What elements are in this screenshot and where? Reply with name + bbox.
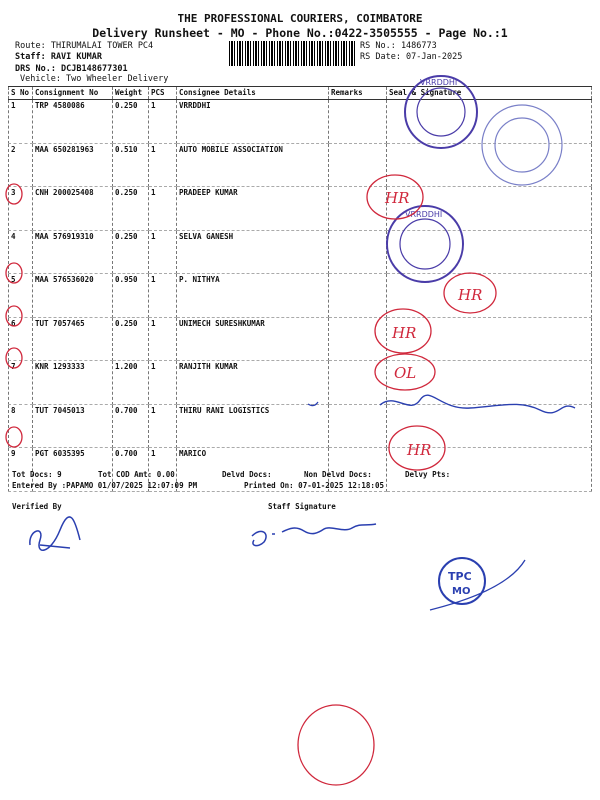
cell-weight: 0.950	[113, 274, 149, 318]
cell-pcs: 1	[149, 317, 177, 361]
cell-consignment: CNH 200025408	[33, 187, 113, 231]
col-remarks: Remarks	[329, 87, 387, 100]
col-sno: S No	[9, 87, 33, 100]
cell-weight: 0.250	[113, 230, 149, 274]
cell-pcs: 1	[149, 448, 177, 492]
hr-mark: HR	[407, 441, 432, 459]
staff-signature	[252, 524, 376, 546]
col-pcs: PCS	[149, 87, 177, 100]
total-cod: Tot COD Amt: 0.00	[98, 470, 175, 479]
printed-on: Printed On: 07-01-2025 12:18:05	[244, 481, 384, 490]
hr-marks	[298, 175, 496, 785]
cell-consignee: THIRU RANI LOGISTICS	[177, 404, 329, 448]
cell-sno: 9	[9, 448, 33, 492]
cell-sno: 8	[9, 404, 33, 448]
col-consignee: Consignee Details	[177, 87, 329, 100]
cell-weight: 0.250	[113, 187, 149, 231]
cell-sno: 2	[9, 143, 33, 187]
col-consignment: Consignment No	[33, 87, 113, 100]
cell-weight: 0.700	[113, 404, 149, 448]
hr-mark: HR	[458, 286, 483, 304]
cell-sno: 4	[9, 230, 33, 274]
cell-pcs: 1	[149, 187, 177, 231]
verified-signature	[30, 517, 80, 550]
cell-consignee: VRRDDHI	[177, 100, 329, 144]
receiver-signature	[380, 395, 575, 413]
cell-consignment: TRP 4580086	[33, 100, 113, 144]
cell-weight: 0.250	[113, 317, 149, 361]
cell-consignee: AUTO MOBILE ASSOCIATION	[177, 143, 329, 187]
cell-consignment: PGT 6035395	[33, 448, 113, 492]
sno-circle-marks	[6, 184, 22, 447]
staff-signature-label: Staff Signature	[268, 502, 336, 511]
col-weight: Weight	[113, 87, 149, 100]
seal-text: VRRDDHI	[405, 210, 443, 219]
company-seal-stamp-faded	[482, 105, 562, 185]
staff: Staff: RAVI KUMAR	[15, 52, 102, 62]
entered-by: Entered By :PAPAMO 01/07/2025 12:07:09 PM	[12, 481, 198, 490]
cell-consignment: MAA 650281963	[33, 143, 113, 187]
col-seal: Seal & Signature	[387, 87, 592, 100]
cell-consignment: TUT 7057465	[33, 317, 113, 361]
mo-text: MO	[452, 586, 471, 597]
cell-sno: 1	[9, 100, 33, 144]
cell-consignment: TUT 7045013	[33, 404, 113, 448]
cell-sno: 3	[9, 187, 33, 231]
cell-weight: 0.250	[113, 100, 149, 144]
cell-pcs: 1	[149, 100, 177, 144]
route: Route: THIRUMALAI TOWER PC4	[15, 41, 154, 51]
tick-mark	[308, 402, 318, 406]
cell-pcs: 1	[149, 230, 177, 274]
cell-consignment: KNR 1293333	[33, 361, 113, 405]
delivery-points: Delvy Pts:	[405, 470, 451, 479]
cell-consignee: PRADEEP KUMAR	[177, 187, 329, 231]
cell-weight: 0.510	[113, 143, 149, 187]
cell-pcs: 1	[149, 404, 177, 448]
cell-sno: 6	[9, 317, 33, 361]
company-seal-stamp	[405, 76, 477, 148]
verified-by-label: Verified By	[12, 502, 62, 511]
hr-mark: HR	[392, 324, 417, 342]
cell-weight: 0.700	[113, 448, 149, 492]
hr-mark: HR	[385, 189, 410, 207]
total-docs: Tot Docs: 9	[12, 470, 62, 479]
company-seal-stamp	[387, 206, 463, 282]
cell-consignment: MAA 576919310	[33, 230, 113, 274]
ol-mark: OL	[394, 364, 417, 382]
company-name: THE PROFESSIONAL COURIERS, COIMBATORE	[177, 12, 423, 25]
cell-pcs: 1	[149, 143, 177, 187]
cell-consignee: MARICO	[177, 448, 329, 492]
rs-date: RS Date: 07-Jan-2025	[360, 52, 463, 62]
seal-text: VRRDDHI	[420, 78, 458, 87]
cell-consignee: SELVA GANESH	[177, 230, 329, 274]
delivered-docs: Delvd Docs:	[222, 470, 272, 479]
cell-consignee: RANJITH KUMAR	[177, 361, 329, 405]
drs-number: DRS No.: DCJB148677301	[15, 64, 128, 74]
cell-sno: 7	[9, 361, 33, 405]
cell-pcs: 1	[149, 274, 177, 318]
cell-consignee: P. NITHYA	[177, 274, 329, 318]
cell-weight: 1.200	[113, 361, 149, 405]
rs-number: RS No.: 1486773	[360, 41, 437, 51]
runsheet-title: Delivery Runsheet - MO - Phone No.:0422-3505555 - Page No.:1	[92, 26, 508, 40]
cell-consignee: UNIMECH SURESHKUMAR	[177, 317, 329, 361]
cell-pcs: 1	[149, 361, 177, 405]
non-delivered-docs: Non Delvd Docs:	[304, 470, 372, 479]
vehicle: Vehicle: Two Wheeler Delivery	[20, 74, 169, 84]
cell-sno: 5	[9, 274, 33, 318]
tpc-text: TPC	[448, 570, 472, 583]
cell-consignment: MAA 576536020	[33, 274, 113, 318]
tpc-stamp	[430, 558, 525, 610]
